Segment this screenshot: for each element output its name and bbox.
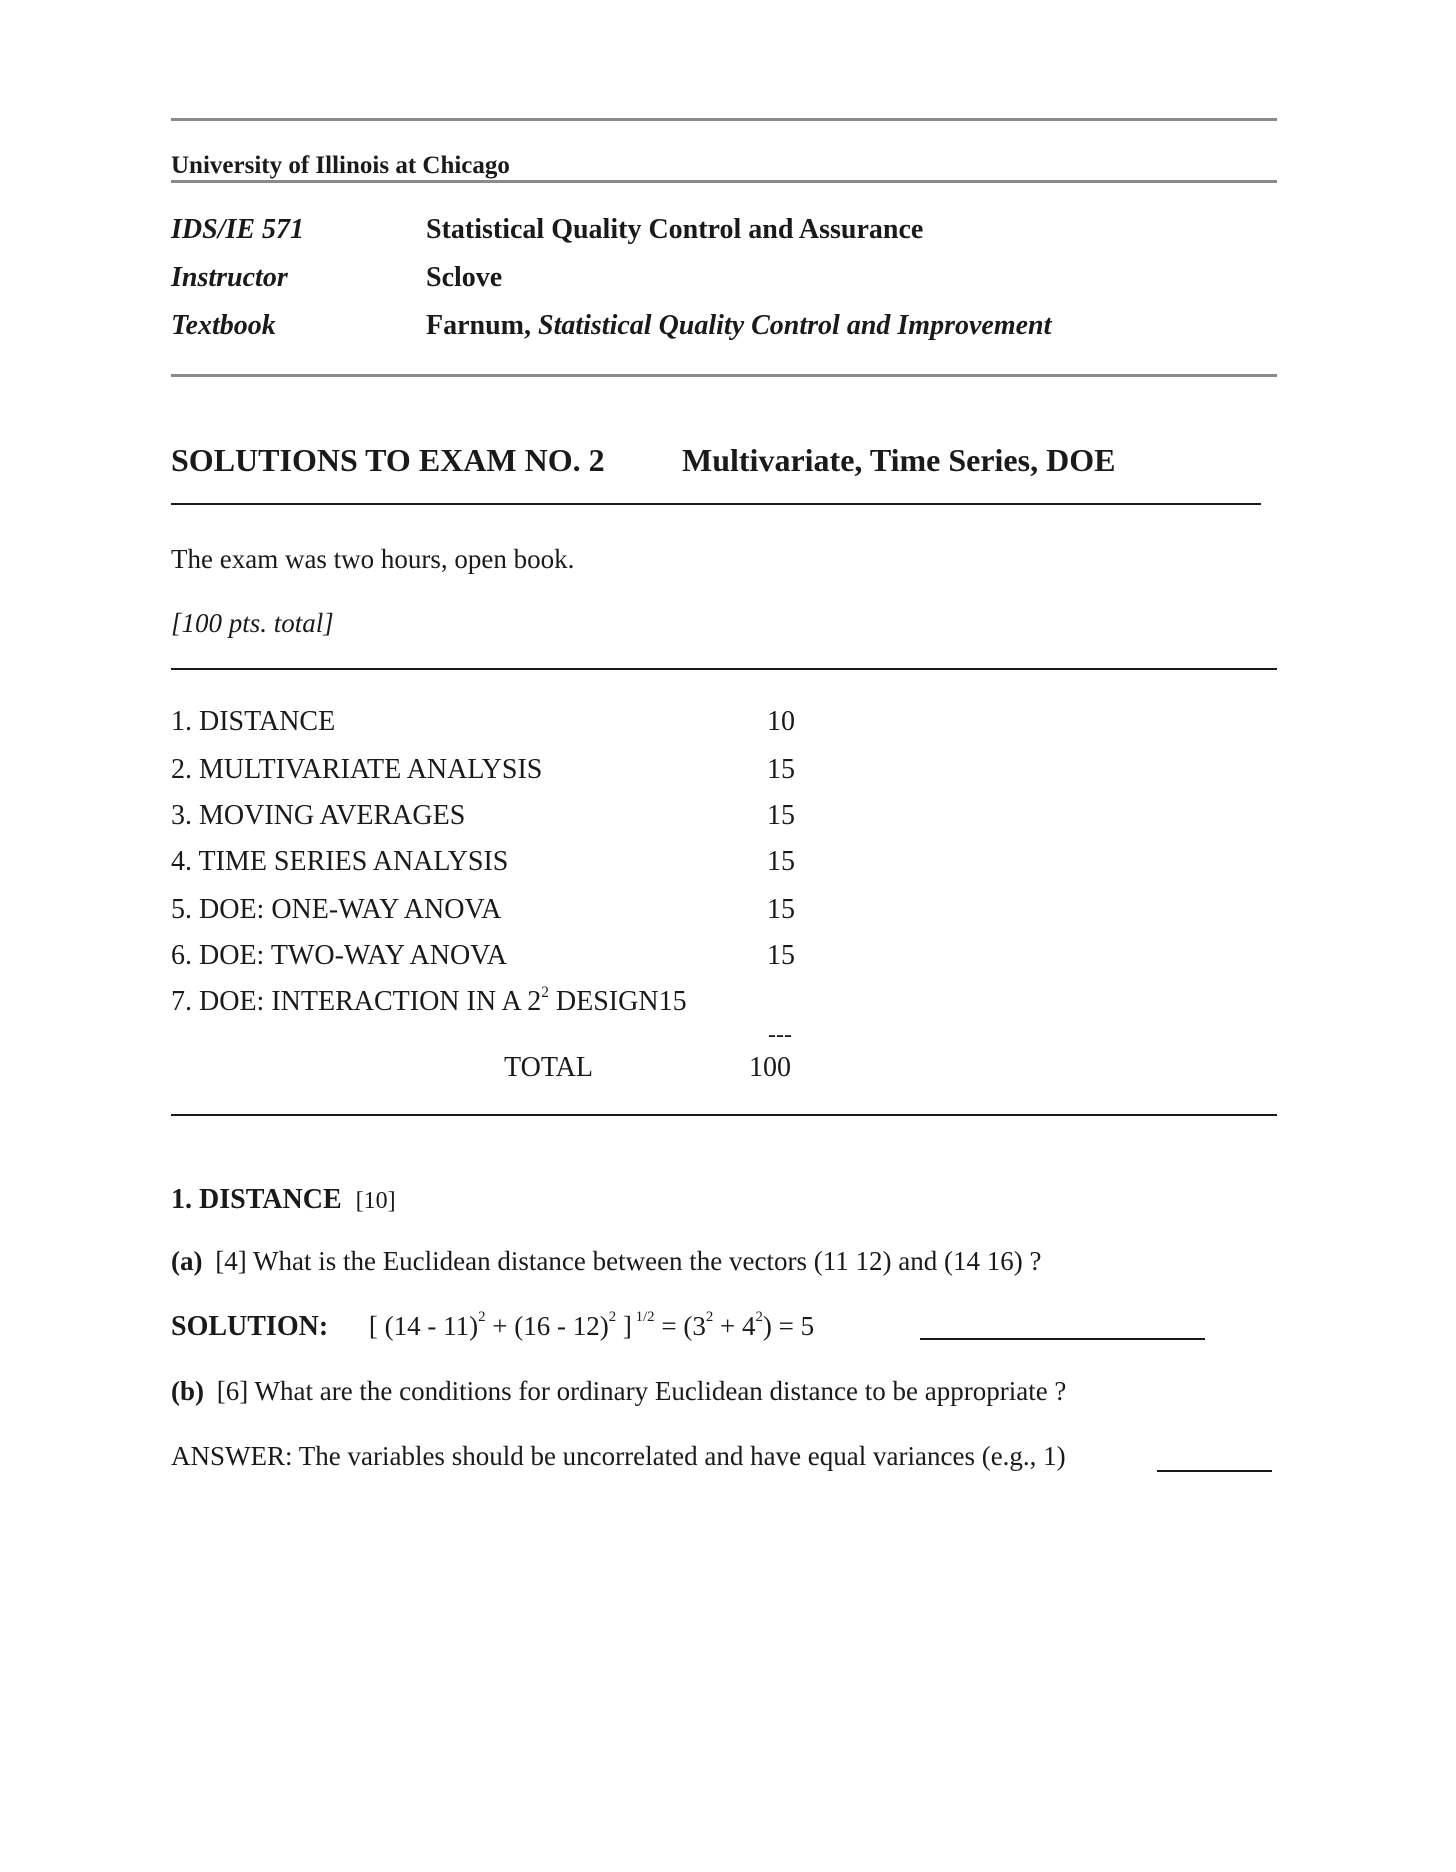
- instructor-label: Instructor: [171, 262, 288, 293]
- toc-points-1: 10: [767, 706, 795, 737]
- question-b-text: [6] What are the conditions for ordinary Euclidean distance to be appropriate ?: [216, 1376, 1067, 1406]
- top-rule: [171, 118, 1277, 121]
- toc-item-3: 3. MOVING AVERAGES: [171, 800, 466, 831]
- exam-title: SOLUTIONS TO EXAM NO. 2: [171, 442, 605, 478]
- textbook-title: Statistical Quality Control and Improvement: [538, 310, 1052, 341]
- toc-item-6: 6. DOE: TWO-WAY ANOVA: [171, 940, 507, 971]
- toc-points-6: 15: [767, 940, 795, 971]
- toc-item-7: [171, 986, 687, 1018]
- toc-item-2: 2. MULTIVARIATE ANALYSIS: [171, 754, 543, 785]
- toc-points-5: 15: [767, 894, 795, 925]
- toc-points-3: 15: [767, 800, 795, 831]
- course-label: IDS/IE 571: [171, 214, 305, 245]
- formula-part-3: ]: [616, 1311, 632, 1341]
- toc-item-1: 1. DISTANCE: [171, 706, 336, 737]
- question-b: [171, 1376, 1066, 1407]
- section-1-title: 1. DISTANCE: [171, 1184, 342, 1215]
- question-a: [171, 1246, 1041, 1277]
- formula-exp-5: 2: [755, 1309, 763, 1325]
- solution-blank-line: [920, 1338, 1205, 1340]
- toc-points-4: 15: [767, 846, 795, 877]
- course-value: Statistical Quality Control and Assurance: [426, 214, 924, 245]
- exam-info: The exam was two hours, open book.: [171, 544, 575, 574]
- formula-part-2: + (16 - 12): [485, 1311, 609, 1341]
- formula-part-5: + 4: [713, 1311, 756, 1341]
- toc-rule: [171, 1114, 1277, 1116]
- solution-label: SOLUTION:: [171, 1311, 329, 1342]
- instructor-value: Sclove: [426, 262, 503, 293]
- formula-exp-2: 2: [608, 1309, 617, 1325]
- textbook-author: Farnum,: [426, 310, 538, 341]
- title-rule: [171, 503, 1261, 505]
- question-a-tag: (a): [171, 1246, 203, 1276]
- toc-total-value: 100: [749, 1052, 791, 1083]
- textbook-label: Textbook: [171, 310, 276, 341]
- university-rule: [171, 180, 1277, 183]
- toc-points-2: 15: [767, 754, 795, 785]
- toc-item-5: 5. DOE: ONE-WAY ANOVA: [171, 894, 502, 925]
- toc-total-label: TOTAL: [504, 1052, 594, 1083]
- toc-points-7: 15: [658, 986, 687, 1017]
- intro-rule: [171, 668, 1277, 670]
- formula-part-6: ) = 5: [762, 1311, 815, 1341]
- toc-sum-dashes: ---: [768, 1022, 792, 1048]
- solution-formula: [369, 1311, 814, 1341]
- section-1-points: [10]: [355, 1188, 396, 1214]
- university-name: University of Illinois at Chicago: [171, 152, 510, 179]
- answer-b: ANSWER: The variables should be uncorrelated and have equal variances (e.g., 1): [171, 1441, 1066, 1471]
- answer-blank-line: [1157, 1470, 1272, 1472]
- formula-exp-4: 2: [705, 1309, 714, 1325]
- toc-item-7-exponent: 2: [541, 984, 549, 1001]
- question-b-tag: (b): [171, 1376, 204, 1406]
- header-bottom-rule: [171, 374, 1277, 377]
- formula-part-4: = (3: [654, 1311, 706, 1341]
- question-a-text: [4] What is the Euclidean distance between the vectors (11 12) and (14 16) ?: [215, 1246, 1042, 1276]
- exam-topics: Multivariate, Time Series, DOE: [682, 442, 1116, 478]
- formula-exp-1: 2: [478, 1309, 486, 1325]
- toc-item-4: 4. TIME SERIES ANALYSIS: [171, 846, 509, 877]
- formula-exp-3: 1/2: [631, 1309, 655, 1325]
- solution-line: [171, 1311, 814, 1343]
- formula-part-1: [ (14 - 11): [368, 1311, 479, 1341]
- toc-item-7-text: 7. DOE: INTERACTION IN A 2: [171, 986, 542, 1017]
- toc-item-7-suffix: DESIGN: [548, 986, 659, 1017]
- textbook-value: [426, 310, 1051, 342]
- section-1-heading: [171, 1184, 396, 1216]
- points-total: [100 pts. total]: [171, 608, 334, 638]
